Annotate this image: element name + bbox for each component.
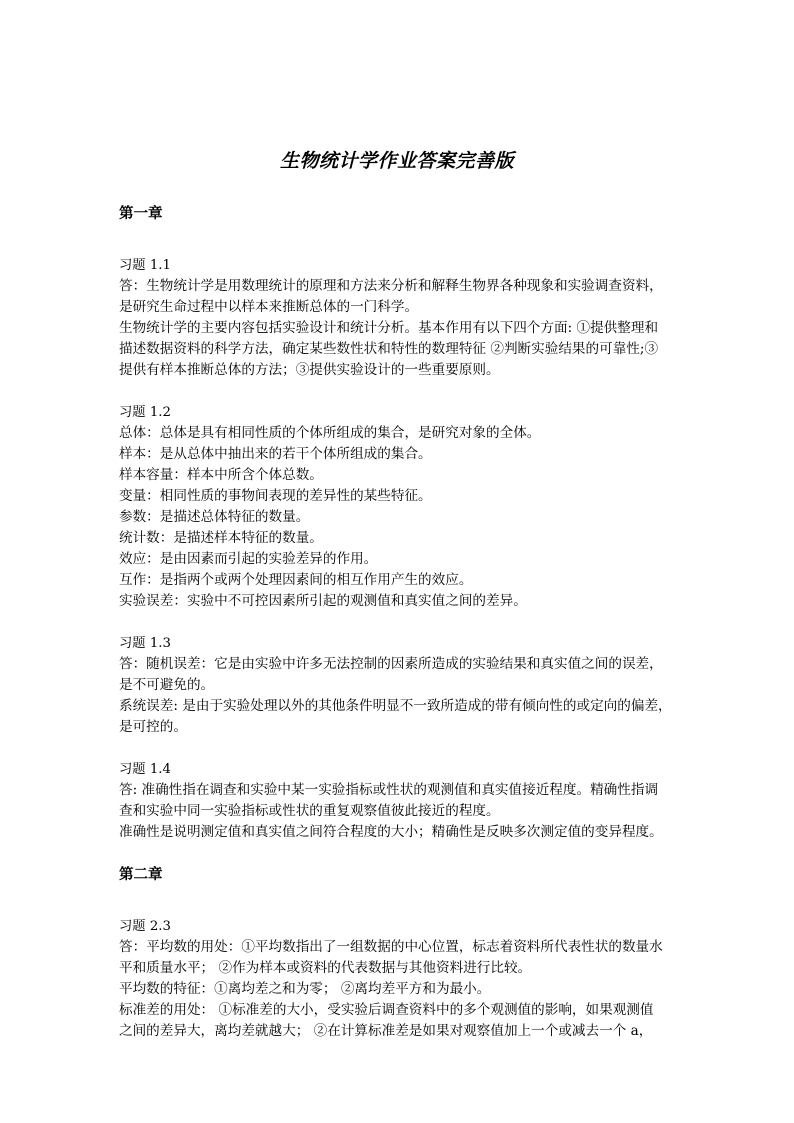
exercise-2-3-line: 答：平均数的用处：①平均数指出了一组数据的中心位置，标志着资料所代表性状的数量水	[119, 939, 663, 955]
exercise-1-4-line: 查和实验中同一实验指标或性状的重复观察值彼此接近的程度。	[119, 803, 500, 819]
document-title: 生物统计学作业答案完善版	[279, 150, 514, 172]
exercise-1-1-line: 描述数据资料的科学方法，确定某些数性状和特性的数理特征 ②判断实验结果的可靠性;③	[119, 341, 659, 357]
exercise-1-2-line: 互作：是指两个或两个处理因素间的相互作用产生的效应。	[119, 572, 473, 588]
exercise-1-2-line: 变量：相同性质的事物间表现的差异性的某些特征。	[119, 488, 432, 504]
exercise-2-3-label: 习题 2.3	[119, 919, 171, 934]
exercise-2-3-line: 之间的差异大，离均差就越大； ②在计算标准差是如果对观察值加上一个或减去一个 a，	[119, 1023, 653, 1039]
exercise-1-3-line: 系统误差: 是由于实验处理以外的其他条件明显不一致所造成的带有倾向性的或定向的偏差，	[119, 698, 672, 714]
exercise-2-3-line: 标准差的用处： ①标准差的大小，受实验后调查资料中的多个观测值的影响，如果观测值	[119, 1002, 654, 1018]
exercise-1-2-line: 统计数：是描述样本特征的数量。	[119, 530, 323, 546]
exercise-1-3-label: 习题 1.3	[119, 636, 171, 651]
exercise-1-1-line: 提供有样本推断总体的方法；③提供实验设计的一些重要原则。	[119, 362, 500, 378]
exercise-1-1-line: 是研究生命过程中以样本来推断总体的一门科学。	[119, 299, 419, 315]
exercise-1-4-label: 习题 1.4	[119, 762, 171, 777]
exercise-1-2-line: 实验误差：实验中不可控因素所引起的观测值和真实值之间的差异。	[119, 593, 527, 609]
exercise-1-2-line: 总体：总体是具有相同性质的个体所组成的集合，是研究对象的全体。	[119, 425, 541, 441]
exercise-2-3-line: 平均数的特征：①离均差之和为零； ②离均差平方和为最小。	[119, 981, 491, 997]
exercise-1-2-line: 样本：是从总体中抽出来的若干个体所组成的集合。	[119, 446, 432, 462]
exercise-1-2-line: 效应：是由因素而引起的实验差异的作用。	[119, 551, 378, 567]
chapter-2-heading: 第二章	[119, 866, 163, 883]
exercise-1-2-line: 样本容量：样本中所含个体总数。	[119, 467, 323, 483]
chapter-1-heading: 第一章	[119, 205, 163, 222]
exercise-2-3-line: 平和质量水平； ②作为样本或资料的代表数据与其他资料进行比较。	[119, 960, 532, 976]
exercise-1-1-line: 生物统计学的主要内容包括实验设计和统计分析。基本作用有以下四个方面: ①提供整理和	[119, 320, 659, 336]
exercise-1-3-line: 是不可避免的。	[119, 677, 215, 693]
exercise-1-3-line: 是可控的。	[119, 719, 187, 735]
exercise-1-4-line: 准确性是说明测定值和真实值之间符合程度的大小；精确性是反映多次测定值的变异程度。	[119, 824, 663, 840]
exercise-1-1-label: 习题 1.1	[119, 258, 171, 273]
exercise-1-3-line: 答：随机误差：它是由实验中许多无法控制的因素所造成的实验结果和真实值之间的误差，	[119, 656, 663, 672]
exercise-1-2-line: 参数：是描述总体特征的数量。	[119, 509, 310, 525]
document-body	[119, 203, 679, 1042]
exercise-1-1-line: 答：生物统计学是用数理统计的原理和方法来分析和解释生物界各种现象和实验调查资料，	[119, 278, 663, 294]
exercise-1-2-label: 习题 1.2	[119, 405, 171, 420]
exercise-1-4-line: 答: 准确性指在调查和实验中某一实验指标或性状的观测值和真实值接近程度。精确性指调	[119, 782, 659, 798]
